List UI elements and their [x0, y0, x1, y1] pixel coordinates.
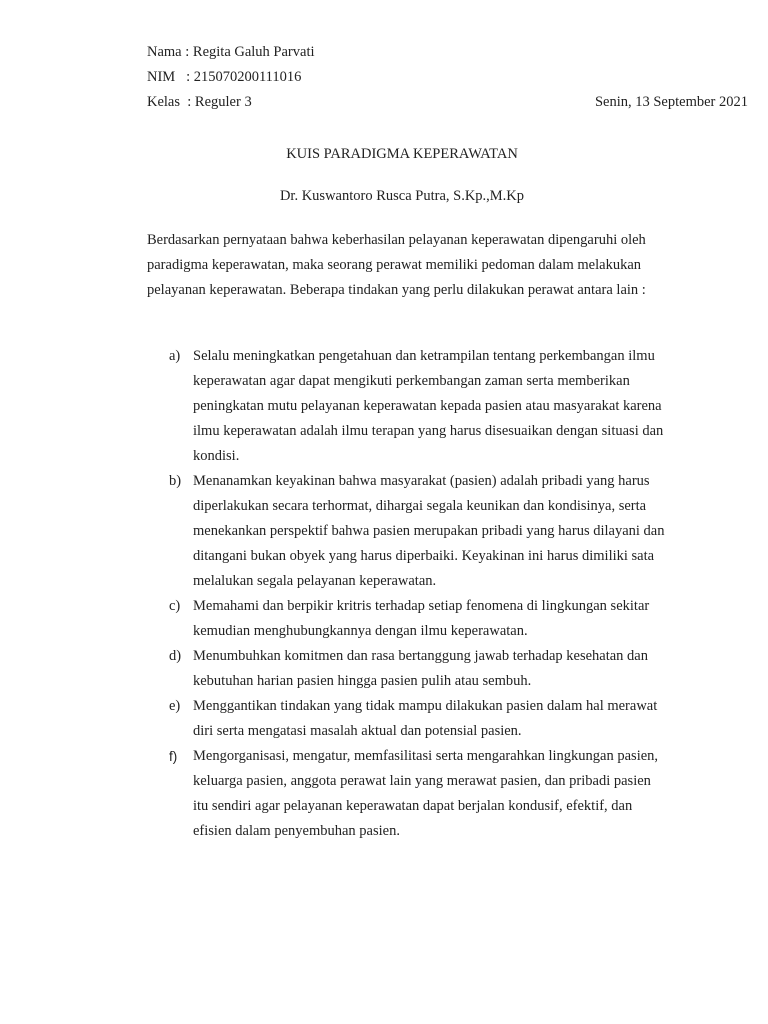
student-nim: NIM : 215070200111016: [147, 69, 302, 85]
list-marker: c): [169, 598, 181, 614]
list-item-text: Memahami dan berpikir kritris terhadap setiap fenomena di lingkungan sekitar kemudian menghubungkannya dengan ilmu keperawatan.: [193, 598, 650, 639]
list-marker: d): [169, 648, 182, 664]
action-list: [147, 344, 667, 844]
list-item-text: Menanamkan keyakinan bahwa masyarakat (pasien) adalah pribadi yang harus diperlakukan secara terhormat, dihargai segala keunikan dan kondisinya, serta menekankan perspektif bahwa pasien merupakan pribadi yang harus dilayani dan ditangani bukan obyek yang harus diperbaiki. Keyakinan ini harus dimiliki sata melalukan segala pelayanan keperawatan.: [193, 473, 665, 589]
list-marker: b): [169, 473, 182, 489]
intro-paragraph: Berdasarkan pernyataan bahwa keberhasilan pelayanan keperawatan dipengaruhi oleh paradigma keperawatan, maka seorang perawat memiliki pedoman dalam melakukan pelayanan keperawatan. Beberapa tindakan yang perlu dilakukan perawat antara lain :: [147, 232, 646, 298]
list-marker: a): [169, 348, 181, 364]
lecturer-name: Dr. Kuswantoro Rusca Putra, S.Kp.,M.Kp: [279, 188, 525, 204]
list-item: [147, 344, 667, 469]
list-item: [147, 469, 667, 594]
student-name: Nama : Regita Galuh Parvati: [147, 44, 315, 60]
list-item: [147, 694, 667, 744]
list-marker: e): [169, 698, 181, 714]
list-item-text: Menggantikan tindakan yang tidak mampu dilakukan pasien dalam hal merawat diri serta mengatasi masalah aktual dan potensial pasien.: [193, 698, 658, 739]
document-title: KUIS PARADIGMA KEPERAWATAN: [286, 146, 518, 162]
list-item: [147, 594, 667, 644]
list-marker: f): [169, 749, 178, 764]
list-item: [147, 644, 667, 694]
list-item-text: Menumbuhkan komitmen dan rasa bertanggung jawab terhadap kesehatan dan kebutuhan harian pasien hingga pasien pulih atau sembuh.: [193, 648, 648, 689]
list-item-text: Mengorganisasi, mengatur, memfasilitasi serta mengarahkan lingkungan pasien, keluarga pasien, anggota perawat lain yang merawat pasien, dan pribadi pasien itu sendiri agar pelayanan keperawatan dapat berjalan kondusif, efektif, dan efisien dalam penyembuhan pasien.: [193, 748, 659, 839]
document-date: Senin, 13 September 2021: [594, 94, 748, 110]
student-class: Kelas : Reguler 3: [147, 94, 252, 110]
list-item-text: Selalu meningkatkan pengetahuan dan ketrampilan tentang perkembangan ilmu keperawatan agar dapat mengikuti perkembangan zaman serta memberikan peningkatan mutu pelayanan keperawatan kepada pasien atau masyarakat karena ilmu keperawatan adalah ilmu terapan yang harus disesuaikan dengan situasi dan kondisi.: [193, 348, 664, 464]
list-item: [147, 744, 667, 844]
